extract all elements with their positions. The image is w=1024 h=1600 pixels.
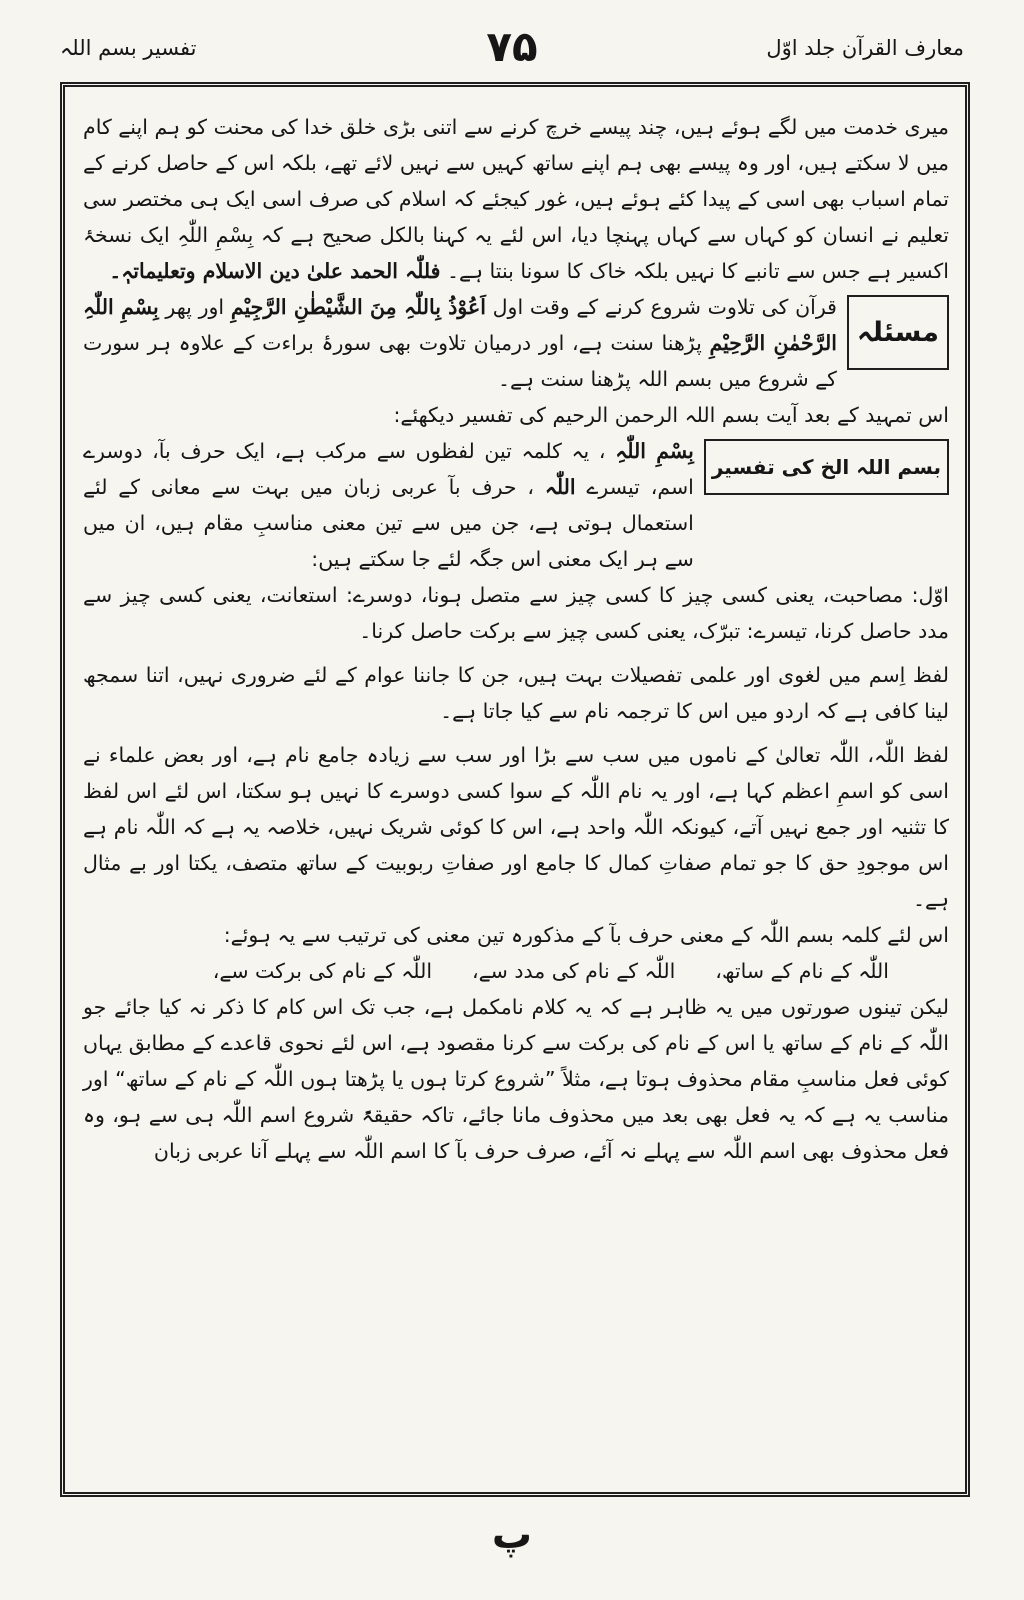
masala-block [83, 289, 949, 397]
meaning-item: اللّٰہ کے نام کی برکت سے، [212, 959, 433, 983]
meaning-item: اللّٰہ کے نام کی مدد سے، [472, 959, 676, 983]
intro-paragraph [83, 109, 949, 289]
basmala-verse: بِسْمِ اللّٰہِ الرَّحْمٰنِ الرَّحِیْمِ [83, 295, 837, 355]
masala-text [83, 289, 837, 397]
three-meanings-row [83, 953, 949, 989]
intro-text: میری خدمت میں لگے ہوئے ہیں، چند پیسے خرچ کرنے سے اتنی بڑی خلق خدا کی محنت کو ہم اپنے کام میں لا سکتے ہیں، اور وہ پیسے بھی ہم اپنے ساتھ کہیں سے نہیں لائے تھے، بلکہ اس کے حاصل کرنے کے تمام اسباب بھی اسی کے پیدا کئے ہوئے ہیں، غور کیجئے کہ اسلام کی صرف اسی ایک ہی مختصر سی تعلیم نے انسان کو کہاں سے کہاں پہنچا دیا، اس لئے یہ کہنا بالکل صحیح ہے کہ بِسْمِ اللّٰہِ ایک نسخۂ اکسیر ہے جس سے تانبے کا نہیں بلکہ خاک کا سونا بنتا ہے۔ [83, 115, 949, 283]
meanings-paragraph: اوّل: مصاحبت، یعنی کسی چیز کا کسی چیز سے متصل ہونا، دوسرے: استعانت، یعنی کسی چیز سے مدد حاصل کرنا، تیسرے: تبرّک، یعنی کسی چیز سے برکت حاصل کرنا۔ [83, 583, 949, 643]
bismillah-word: بِسْمِ اللّٰہِ [615, 439, 694, 463]
page-header [60, 22, 964, 72]
final-paragraph: لیکن تینوں صورتوں میں یہ ظاہر ہے کہ یہ کلام نامکمل ہے، جب تک اس کام کا ذکر نہ کیا جائے جو اللّٰہ کے نام کے ساتھ یا اس کے نام کی برکت سے کرنا مقصود ہے، اس لئے نحوی قاعدے کے مطابق یہاں کوئی فعل مناسبِ مقام محذوف ہوتا ہے، مثلاً ”شروع کرتا ہوں یا پڑھتا ہوں اللّٰہ کے نام کے ساتھ“ اور مناسب یہ ہے کہ یہ فعل بھی بعد میں محذوف مانا جائے، تاکہ حقیقۃً شروع اسم اللّٰہ ہی سے ہو، وہ فعل محذوف بھی اسم اللّٰہ سے پہلے نہ آئے، صرف حرف بآ کا اسم اللّٰہ سے پہلے آنا عربی زبان [83, 995, 949, 1163]
masala-text-3: پڑھنا سنت ہے، اور درمیان تلاوت بھی سورۂ براءت کے علاوہ ہر سورت کے شروع میں بسم اللہ پڑھنا سنت ہے۔ [83, 331, 837, 391]
allah-word: اللّٰہ [544, 475, 576, 499]
footer-mark: پ [491, 1512, 533, 1558]
summary-intro: اس لئے کلمہ بسم اللّٰہ کے معنی حرف بآ کے مذکورہ تین معنی کی ترتیب سے یہ ہوئے: [223, 923, 949, 947]
tafseer-block [83, 433, 949, 577]
page-number: ۷۵ [486, 22, 538, 71]
intro-closing: فللّٰہ الحمد علیٰ دین الاسلام وتعلیماتہٖ۔ [109, 259, 441, 283]
tafseer-text [83, 433, 694, 577]
masala-label: مسئلہ [847, 295, 949, 370]
lafz-ism-paragraph: لفظ اِسم میں لغوی اور علمی تفصیلات بہت ہیں، جن کا جاننا عوام کے لئے ضروری نہیں، اتنا سمجھ لینا کافی ہے کہ اردو میں اس کا ترجمہ نام سے کیا جاتا ہے۔ [83, 663, 949, 723]
lafz-allah-paragraph: لفظ اللّٰہ، اللّٰہ تعالیٰ کے ناموں میں سب سے بڑا اور سب سے زیادہ جامع نام ہے، اور بعض علماء نے اسی کو اسمِ اعظم کہا ہے، اور یہ نام اللّٰہ کے سوا کسی دوسرے کا نہیں ہو سکتا، اس لئے اس لفظ کا تثنیہ اور جمع نہیں آتے، کیونکہ اللّٰہ واحد ہے، اس کا کوئی شریک نہیں، خلاصہ یہ ہے کہ اللّٰہ نام ہے اس موجودِ حق کا جو تمام صفاتِ کمال کا جامع اور صفاتِ ربوبیت کے ساتھ متصف، یکتا اور بے مثال ہے۔ [83, 743, 949, 911]
tafseer-text-1: ، یہ کلمہ تین لفظوں سے مرکب ہے، ایک حرف بآ، دوسرے اسم، تیسرے [83, 439, 694, 499]
taawwudh-verse: اَعُوْذُ بِاللّٰہِ مِنَ الشَّیْطٰنِ الرَّجِیْمِ [230, 295, 486, 319]
masala-text-2: اور پھر [165, 295, 225, 319]
tafseer-label: بسم اللہ الخ کی تفسیر [704, 439, 949, 495]
tafseer-text-2: ، حرف بآ عربی زبان میں بہت سے معانی کے لئے استعمال ہوتی ہے، جن میں سے تین معنی مناسبِ مقام ہیں، ان میں سے ہر ایک معنی اس جگہ لئے جا سکتے ہیں: [83, 475, 694, 571]
section-title: تفسیر بسم اللہ [60, 36, 197, 60]
meaning-item: اللّٰہ کے نام کے ساتھ، [715, 959, 889, 983]
book-title: معارف القرآن جلد اوّل [766, 36, 964, 60]
masala-text-1: قرآن کی تلاوت شروع کرنے کے وقت اول [492, 295, 837, 319]
transition-line: اس تمہید کے بعد آیت بسم اللہ الرحمن الرحیم کی تفسیر دیکھئے: [393, 403, 949, 427]
text-frame [60, 82, 970, 1497]
